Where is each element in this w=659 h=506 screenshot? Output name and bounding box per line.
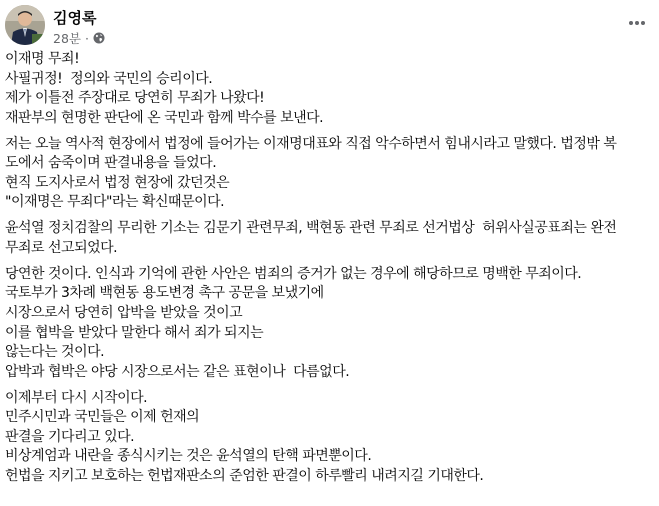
text-line: 이를 협박을 받았다 말한다 해서 죄가 되지는 [5,324,264,341]
paragraph [5,50,650,128]
post-header [5,5,654,47]
text-line: 판결을 기다리고 있다. [5,428,135,445]
avatar[interactable] [5,5,45,45]
text-line: 현직 도지사로서 법정 현장에 갔던것은 [5,174,230,191]
text-line: 민주시민과 국민들은 이제 헌재의 [5,409,200,426]
text-line: 사필귀정! 정의와 국민의 승리이다. [5,70,213,87]
text-line: 이재명 무죄! [5,51,80,67]
post-time[interactable]: 28분 [53,31,81,46]
post-body [5,50,650,493]
text-line: 시장으로서 당연히 압박을 받았을 것이고 [5,305,243,322]
text-line: 국토부가 3차례 백현동 용도변경 촉구 공문을 보냈기에 [5,285,324,302]
text-line: 압박과 협박은 야당 시장으로서는 같은 표현이나 다름없다. [5,363,350,380]
text-line: 않는다는 것이다. [5,344,105,361]
paragraph [5,135,650,213]
more-options-button[interactable] [624,13,650,33]
text-line: 저는 오늘 역사적 현장에서 법정에 들어가는 이재명대표와 직접 악수하면서 힘내시라고 말했다. 법정밖 복 [5,135,617,152]
author-name[interactable]: 김영록 [53,9,97,27]
text-line: 이제부터 다시 시작이다. [5,389,148,406]
text-line: "이재명은 무죄다"라는 확신때문이다. [5,194,225,211]
meta-separator: · [84,30,89,46]
paragraph [5,265,650,383]
text-line: 헌법을 지키고 보호하는 헌법재판소의 준엄한 판결이 하루빨리 내려지길 기대한다. [5,468,484,485]
text-line: 윤석열 정치검찰의 무리한 기소는 김문기 관련무죄, 백현동 관련 무죄로 선거법상 허위사실공표죄는 완전 [5,220,617,237]
paragraph [5,389,650,487]
profile-photo [5,5,45,45]
text-line: 도에서 숨죽이며 판결내용을 들었다. [5,155,217,172]
globe-icon[interactable] [93,32,105,44]
text-line: 당연한 것이다. 인식과 기억에 관한 사안은 범죄의 증거가 없는 경우에 해당하므로 명백한 무죄이다. [5,265,582,282]
text-line: 무죄로 선고되었다. [5,239,118,256]
more-horizontal-icon [624,13,650,33]
text-line: 재판부의 현명한 판단에 온 국민과 함께 박수를 보낸다. [5,109,324,126]
post-meta [53,29,105,47]
text-line: 제가 이틀전 주장대로 당연히 무죄가 나왔다! [5,90,265,107]
paragraph [5,219,650,258]
text-line: 비상계엄과 내란을 종식시키는 것은 윤석열의 탄핵 파면뿐이다. [5,448,372,465]
